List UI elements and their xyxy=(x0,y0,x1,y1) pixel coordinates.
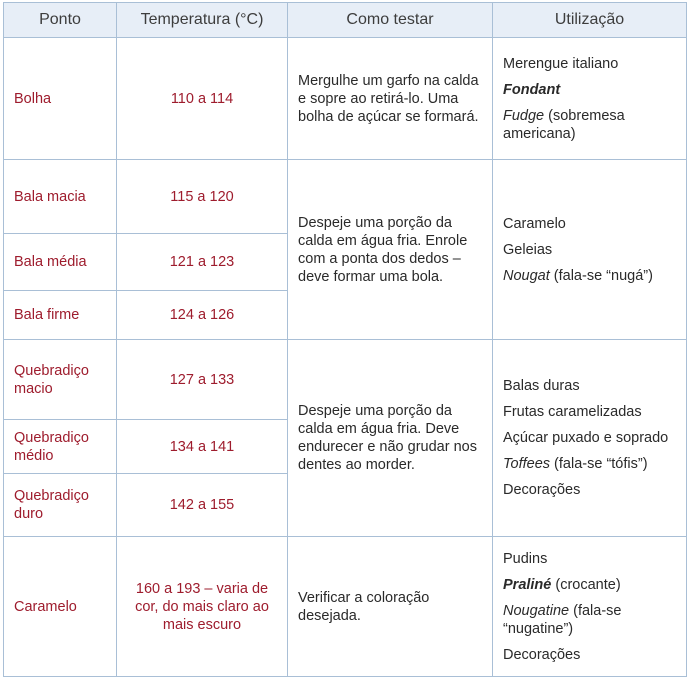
point-cell: Bala macia xyxy=(4,160,117,234)
usage-item: Decorações xyxy=(503,482,581,498)
usage-item: Pudins xyxy=(503,550,548,567)
test-method-cell: Verificar a coloração desejada. xyxy=(288,537,493,677)
usage-item: Merengue italiano xyxy=(503,55,619,72)
point-cell: Quebradiço macio xyxy=(4,340,117,420)
sugar-points-table xyxy=(3,2,687,677)
test-method-cell: Despeje uma porção da calda em água fria. Enrole com a ponta dos dedos – deve formar uma bola. xyxy=(288,160,493,340)
temperature-cell: 110 a 114 xyxy=(117,38,288,160)
usage-item: Toffees (fala-se “tófis”) xyxy=(503,456,648,472)
temperature-cell: 124 a 126 xyxy=(117,291,288,340)
usage-item: Decorações xyxy=(503,646,581,663)
usage-item: Caramelo xyxy=(503,215,566,232)
usage-item: Fondant xyxy=(503,81,561,98)
temperature-cell: 134 a 141 xyxy=(117,420,288,474)
temperature-cell: 142 a 155 xyxy=(117,474,288,537)
usage-item: Frutas caramelizadas xyxy=(503,404,642,420)
table-row xyxy=(4,340,687,420)
test-method-cell: Mergulhe um garfo na calda e sopre ao retirá-lo. Uma bolha de açúcar se formará. xyxy=(288,38,493,160)
point-cell: Bolha xyxy=(4,38,117,160)
header-row xyxy=(4,3,687,38)
point-cell: Quebradiço duro xyxy=(4,474,117,537)
usage-cell xyxy=(493,340,687,537)
usage-item: Açúcar puxado e soprado xyxy=(503,430,669,446)
point-cell: Caramelo xyxy=(4,537,117,677)
point-cell: Quebradiço médio xyxy=(4,420,117,474)
usage-item: Balas duras xyxy=(503,378,580,394)
header-ponto: Ponto xyxy=(4,3,117,38)
usage-item: Fudge (sobremesa americana) xyxy=(503,107,625,142)
header-temperatura: Temperatura (°C) xyxy=(117,3,288,38)
header-como-testar: Como testar xyxy=(288,3,493,38)
header-utilizacao: Utilização xyxy=(493,3,687,38)
usage-cell xyxy=(493,160,687,340)
usage-item: Praliné (crocante) xyxy=(503,576,621,593)
usage-item: Nougatine (fala-se “nugatine”) xyxy=(503,602,622,637)
table-row xyxy=(4,537,687,677)
table-row xyxy=(4,38,687,160)
test-method-cell: Despeje uma porção da calda em água fria. Deve endurecer e não grudar nos dentes ao morder. xyxy=(288,340,493,537)
temperature-cell: 127 a 133 xyxy=(117,340,288,420)
usage-item: Nougat (fala-se “nugá”) xyxy=(503,267,653,284)
point-cell: Bala firme xyxy=(4,291,117,340)
usage-cell xyxy=(493,38,687,160)
temperature-cell: 160 a 193 – varia de cor, do mais claro ao mais escuro xyxy=(117,537,288,677)
point-cell: Bala média xyxy=(4,234,117,291)
temperature-cell: 115 a 120 xyxy=(117,160,288,234)
usage-cell xyxy=(493,537,687,677)
temperature-cell: 121 a 123 xyxy=(117,234,288,291)
usage-item: Geleias xyxy=(503,241,553,258)
table-row xyxy=(4,160,687,234)
